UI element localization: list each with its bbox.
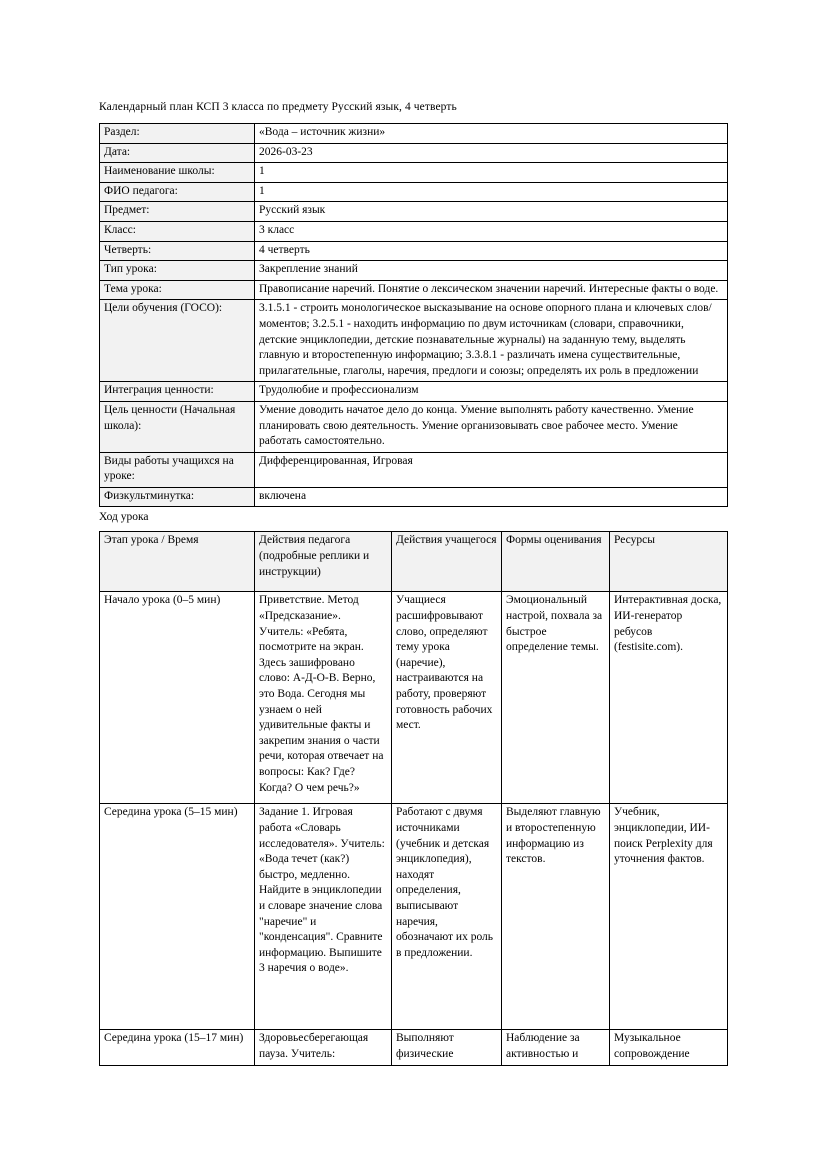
info-label: Цели обучения (ГОСО):	[100, 300, 255, 382]
info-label: Раздел:	[100, 124, 255, 144]
info-value: 1	[255, 182, 728, 202]
table-row	[100, 280, 728, 300]
lesson-flow-caption: Ход урока	[99, 511, 149, 524]
info-value: Умение доводить начатое дело до конца. Умение выполнять работу качественно. Умение планировать свою деятельность. Умение организовывать свое рабочее место. Умение работать самостоятельно.	[255, 401, 728, 452]
info-label: ФИО педагога:	[100, 182, 255, 202]
lesson-flow-head	[100, 532, 728, 592]
page-title: Календарный план КСП 3 класса по предмету Русский язык, 4 четверть	[99, 101, 457, 113]
lesson-info-table	[99, 123, 728, 507]
table-row	[100, 382, 728, 402]
lesson-flow-table	[99, 531, 728, 1065]
info-value: 3.1.5.1 - строить монологическое высказывание на основе опорного плана и ключевых слов/моментов; 3.2.5.1 - находить информацию по двум источникам (словари, справочники, детские энциклопедии, детские познавательные журналы) на заданную тему, выделять главную и второстепенную информацию; 3.3.8.1 - различать имена существительные, прилагательные, глаголы, наречия, предлоги и союзы; определять их роль в предложении	[255, 300, 728, 382]
info-label: Дата:	[100, 143, 255, 163]
info-label: Предмет:	[100, 202, 255, 222]
info-label: Наименование школы:	[100, 163, 255, 183]
table-row	[100, 163, 728, 183]
table-row	[100, 300, 728, 382]
info-value: Правописание наречий. Понятие о лексическом значении наречий. Интересные факты о воде.	[255, 280, 728, 300]
column-header-student-actions: Действия учащегося	[392, 532, 502, 592]
cell-stage: Середина урока (15–17 мин)	[100, 1030, 255, 1065]
column-header-assessment-forms: Формы оценивания	[502, 532, 610, 592]
cell-student-actions: Учащиеся расшифровывают слово, определяют тему урока (наречие), настраиваются на работу, проверяют готовность рабочих мест.	[392, 592, 502, 804]
cell-resources: Учебник, энциклопедии, ИИ-поиск Perplexity для уточнения фактов.	[610, 804, 728, 1030]
table-row	[100, 241, 728, 261]
cell-assessment: Эмоциональный настрой, похвала за быстрое определение темы.	[502, 592, 610, 804]
cell-resources: Интерактивная доска, ИИ-генератор ребусов (festisite.com).	[610, 592, 728, 804]
info-label: Класс:	[100, 221, 255, 241]
info-label: Виды работы учащихся на уроке:	[100, 452, 255, 487]
table-row	[100, 202, 728, 222]
table-header-row	[100, 532, 728, 592]
cell-stage: Середина урока (5–15 мин)	[100, 804, 255, 1030]
info-value: Дифференцированная, Игровая	[255, 452, 728, 487]
info-value: «Вода – источник жизни»	[255, 124, 728, 144]
cell-resources: Музыкальное сопровождение	[610, 1030, 728, 1065]
column-header-resources: Ресурсы	[610, 532, 728, 592]
info-label: Интеграция ценности:	[100, 382, 255, 402]
info-value: 3 класс	[255, 221, 728, 241]
cell-assessment: Наблюдение за активностью и	[502, 1030, 610, 1065]
table-row	[100, 804, 728, 1030]
table-row	[100, 592, 728, 804]
lesson-flow-body	[100, 592, 728, 1065]
info-label: Тип урока:	[100, 261, 255, 281]
info-value: 4 четверть	[255, 241, 728, 261]
table-row	[100, 124, 728, 144]
lesson-info-body	[100, 124, 728, 507]
table-row	[100, 221, 728, 241]
cell-stage: Начало урока (0–5 мин)	[100, 592, 255, 804]
cell-student-actions: Работают с двумя источниками (учебник и детская энциклопедия), находят определения, выписывают наречия, обозначают их роль в предложении.	[392, 804, 502, 1030]
cell-teacher-actions: Задание 1. Игровая работа «Словарь исследователя». Учитель: «Вода течет (как?) быстро, медленно. Найдите в энциклопедии и словаре значение слова "наречие" и "конденсация". Сравните информацию. Выпишите 3 наречия о воде».	[255, 804, 392, 1030]
info-label: Четверть:	[100, 241, 255, 261]
info-value: Закрепление знаний	[255, 261, 728, 281]
cell-teacher-actions: Здоровьесберегающая пауза. Учитель:	[255, 1030, 392, 1065]
table-row	[100, 143, 728, 163]
table-row	[100, 182, 728, 202]
info-value: 1	[255, 163, 728, 183]
cell-assessment: Выделяют главную и второстепенную информацию из текстов.	[502, 804, 610, 1030]
info-value: 2026-03-23	[255, 143, 728, 163]
table-row	[100, 261, 728, 281]
cell-teacher-actions: Приветствие. Метод «Предсказание». Учитель: «Ребята, посмотрите на экран. Здесь зашифровано слово: А-Д-О-В. Верно, это Вода. Сегодня мы узнаем о ней удивительные факты и закрепим знания о части речи, которая отвечает на вопросы: Как? Где? Когда? О чем речь?»	[255, 592, 392, 804]
info-label: Цель ценности (Начальная школа):	[100, 401, 255, 452]
info-value: Русский язык	[255, 202, 728, 222]
column-header-teacher-actions: Действия педагога (подробные реплики и инструкции)	[255, 532, 392, 592]
table-row	[100, 487, 728, 507]
info-value: Трудолюбие и профессионализм	[255, 382, 728, 402]
info-label: Тема урока:	[100, 280, 255, 300]
table-row	[100, 401, 728, 452]
info-value: включена	[255, 487, 728, 507]
table-row	[100, 452, 728, 487]
table-row	[100, 1030, 728, 1065]
info-label: Физкультминутка:	[100, 487, 255, 507]
cell-student-actions: Выполняют физические	[392, 1030, 502, 1065]
column-header-stage: Этап урока / Время	[100, 532, 255, 592]
